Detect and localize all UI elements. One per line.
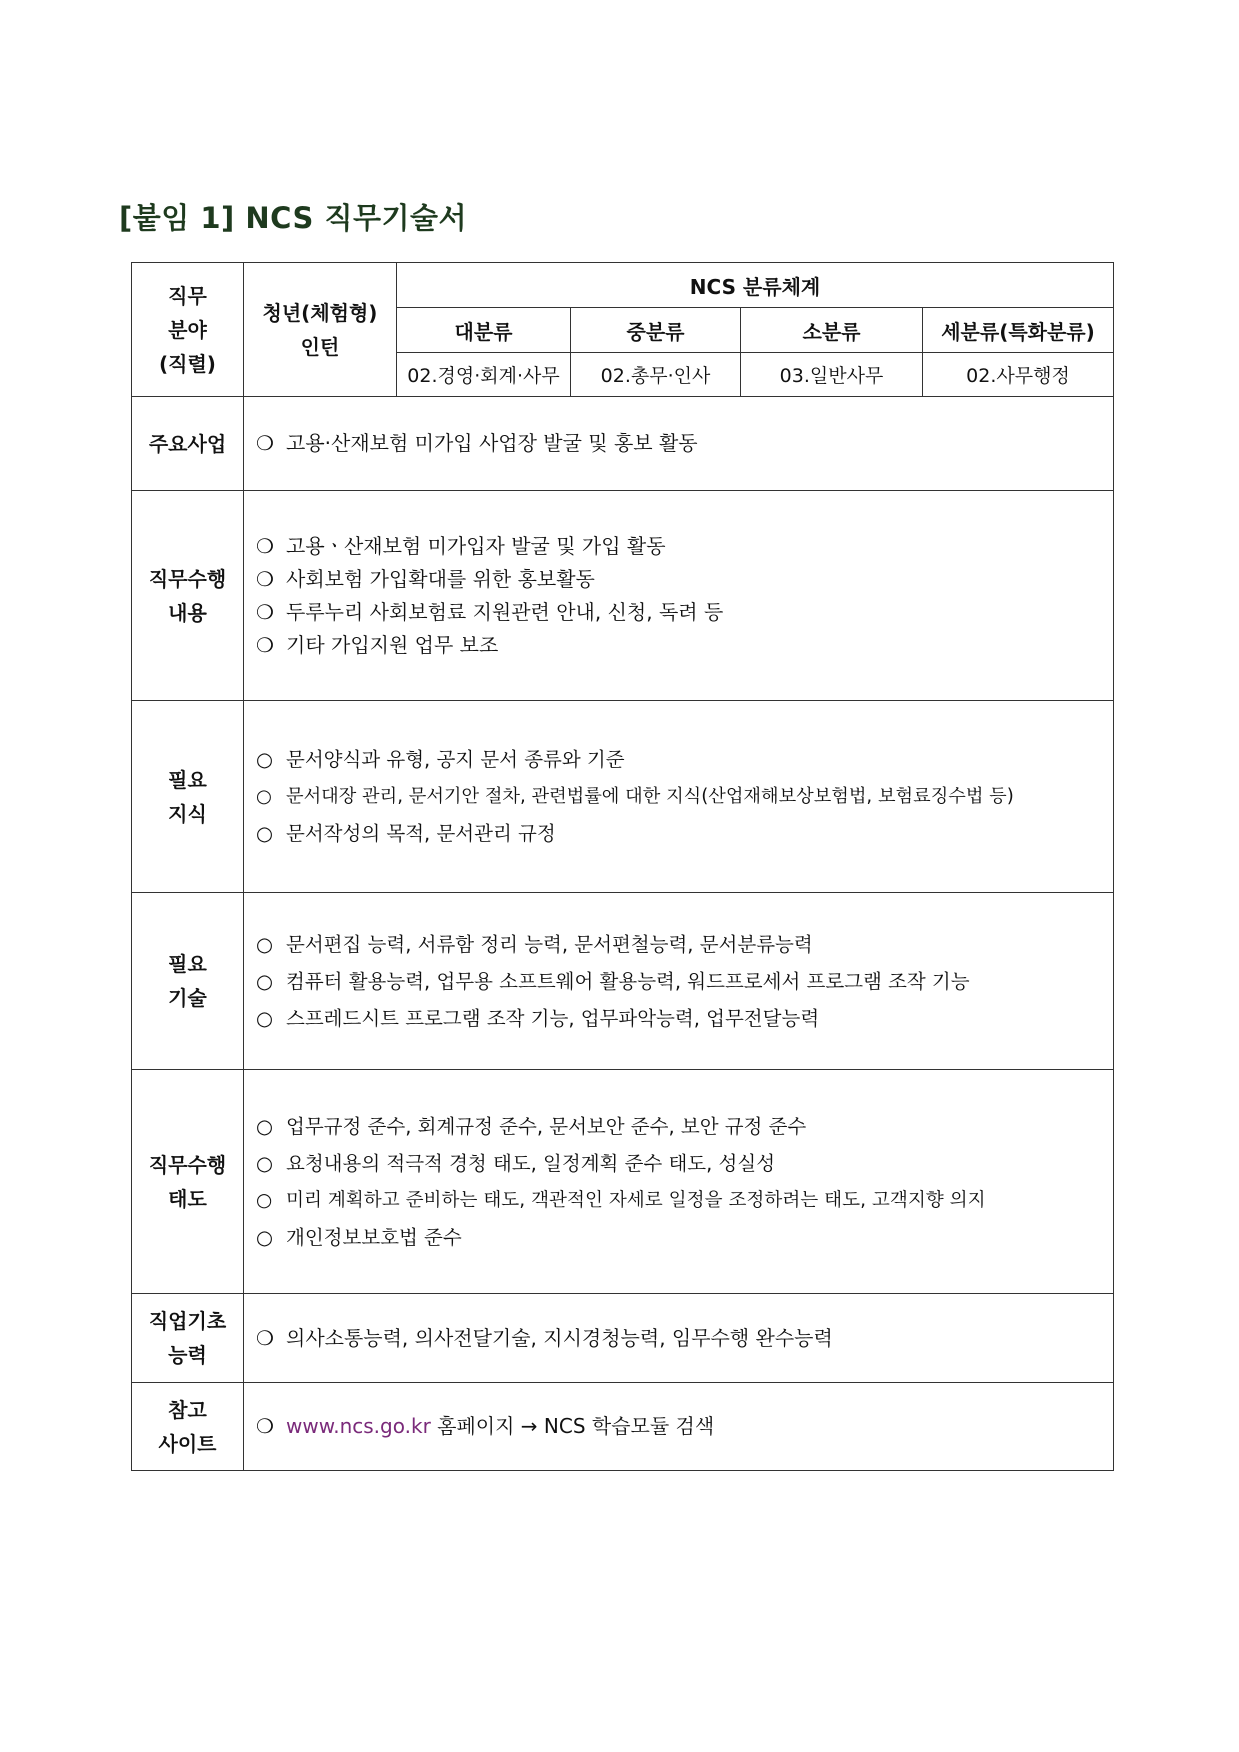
list-item: ○ 문서대장 관리, 문서기안 절차, 관련법률에 대한 지식(산업재해보상보험법, 보험료징수법 등): [256, 778, 1113, 815]
bullet-icon: ○: [256, 1151, 274, 1175]
row-content: [244, 701, 1114, 893]
bullet-icon: ○: [256, 1114, 274, 1138]
list-item: ○ 개인정보보호법 준수: [256, 1219, 1113, 1256]
list-item: ❍ 사회보험 가입확대를 위한 홍보활동: [256, 563, 1113, 596]
list-item: ○ 문서양식과 유형, 공지 문서 종류와 기준: [256, 741, 1113, 778]
list-item: ○ 미리 계획하고 준비하는 태도, 객관적인 자세로 일정을 조정하려는 태도, 고객지향 의지: [256, 1182, 1113, 1219]
list-item: ❍ 기타 가입지원 업무 보조: [256, 629, 1113, 662]
bullet-icon: ○: [256, 1189, 273, 1211]
list-item: ❍ 고용ㆍ산재보험 미가입자 발굴 및 가입 활동: [256, 530, 1113, 563]
list-item: ❍ 고용·산재보험 미가입 사업장 발굴 및 홍보 활동: [256, 425, 1113, 462]
table-row: [132, 397, 1114, 491]
list-item: ❍ www.ncs.go.kr 홈페이지 → NCS 학습모듈 검색: [256, 1408, 1113, 1445]
row-content: [244, 1294, 1114, 1383]
list-item: ○ 스프레드시트 프로그램 조작 기능, 업무파악능력, 업무전달능력: [256, 1000, 1113, 1037]
row-label: 참고 사이트: [132, 1383, 244, 1471]
ncs-site-link[interactable]: www.ncs.go.kr: [286, 1414, 431, 1438]
bullet-icon: ○: [256, 786, 272, 807]
table-row: [132, 893, 1114, 1070]
table-row: [132, 1070, 1114, 1294]
table-row: [132, 1294, 1114, 1383]
row-label: 직업기초 능력: [132, 1294, 244, 1383]
list-item: ○ 문서편집 능력, 서류함 정리 능력, 문서편철능력, 문서분류능력: [256, 926, 1113, 963]
bullet-icon: ❍: [256, 566, 274, 591]
class-value-detail: 02.사무행정: [923, 353, 1114, 397]
column-header-minor: 소분류: [741, 308, 923, 353]
bullet-icon: ○: [256, 969, 274, 993]
class-value-middle: 02.총무·인사: [571, 353, 741, 397]
row-label: 주요사업: [132, 397, 244, 491]
bullet-icon: ○: [256, 1006, 274, 1030]
column-header-detail: 세분류(특화분류): [923, 308, 1114, 353]
row-label: 직무수행 태도: [132, 1070, 244, 1294]
row-content: [244, 893, 1114, 1070]
job-description-table: [131, 262, 1114, 1471]
column-header-middle: 중분류: [571, 308, 741, 353]
ncs-system-header: NCS 분류체계: [397, 263, 1114, 308]
page-title: [붙임 1] NCS 직무기술서: [119, 201, 468, 235]
row-content: [244, 1070, 1114, 1294]
bullet-icon: ○: [256, 748, 274, 771]
row-content: [244, 491, 1114, 701]
bullet-icon: ❍: [256, 1325, 274, 1350]
bullet-icon: ○: [256, 932, 274, 956]
bullet-icon: ❍: [256, 533, 274, 558]
list-item: ❍ 의사소통능력, 의사전달기술, 지시경청능력, 임무수행 완수능력: [256, 1320, 1113, 1357]
table-row: [132, 701, 1114, 893]
bullet-icon: ❍: [256, 632, 274, 657]
class-value-minor: 03.일반사무: [741, 353, 923, 397]
job-field-label: 직무 분야 (직렬): [132, 263, 244, 397]
table-row: [132, 1383, 1114, 1471]
bullet-icon: ○: [256, 1225, 274, 1249]
list-item: ○ 문서작성의 목적, 문서관리 규정: [256, 815, 1113, 852]
row-content: [244, 397, 1114, 491]
job-title-cell: 청년(체험형) 인턴: [244, 263, 397, 397]
table-row: [132, 491, 1114, 701]
row-label: 필요 지식: [132, 701, 244, 893]
list-item: ○ 요청내용의 적극적 경청 태도, 일정계획 준수 태도, 성실성: [256, 1145, 1113, 1182]
row-label: 필요 기술: [132, 893, 244, 1070]
bullet-icon: ❍: [256, 431, 274, 455]
row-content: [244, 1383, 1114, 1471]
list-item: ❍ 두루누리 사회보험료 지원관련 안내, 신청, 독려 등: [256, 596, 1113, 629]
bullet-icon: ❍: [256, 599, 274, 624]
list-item: ○ 업무규정 준수, 회계규정 준수, 문서보안 준수, 보안 규정 준수: [256, 1108, 1113, 1145]
row-label: 직무수행 내용: [132, 491, 244, 701]
list-item: ○ 컴퓨터 활용능력, 업무용 소프트웨어 활용능력, 워드프로세서 프로그램 조작 기능: [256, 963, 1113, 1000]
bullet-icon: ❍: [256, 1414, 274, 1438]
bullet-icon: ○: [256, 822, 274, 845]
class-value-major: 02.경영·회계·사무: [397, 353, 571, 397]
column-header-major: 대분류: [397, 308, 571, 353]
